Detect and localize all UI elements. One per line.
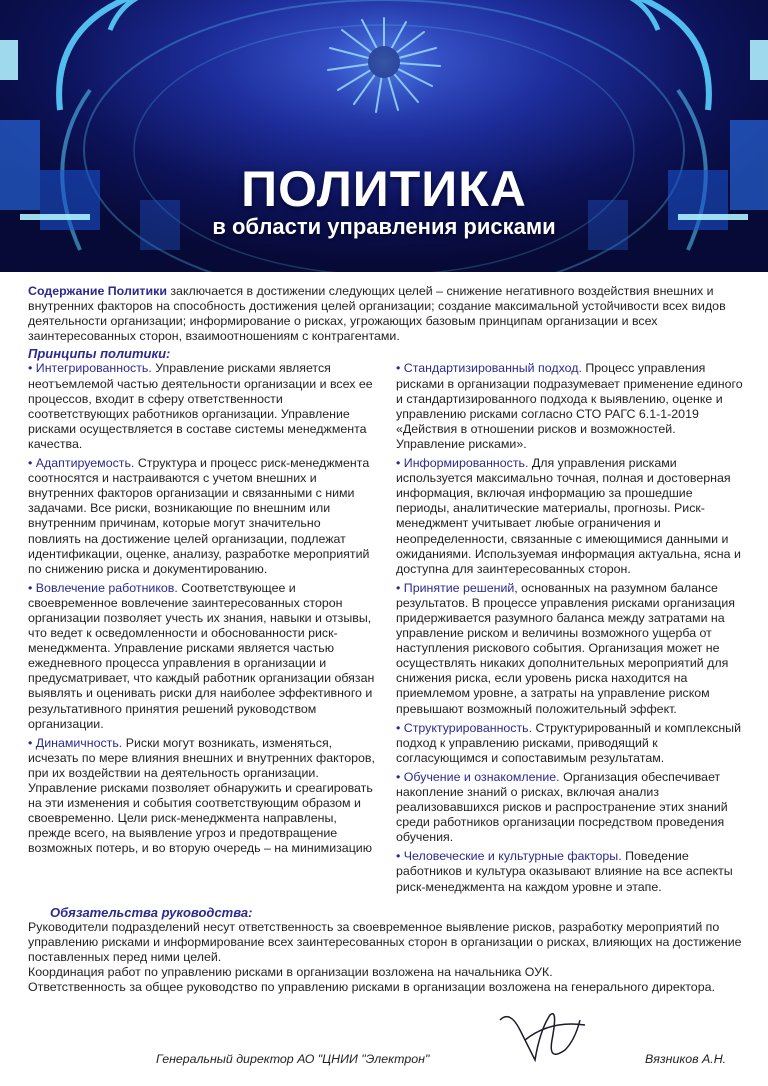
principle-item bbox=[396, 849, 744, 894]
page-subtitle: в области управления рисками bbox=[212, 214, 556, 239]
principles-columns bbox=[28, 361, 744, 898]
bullet-icon: • bbox=[396, 720, 401, 735]
principle-name: Структурированность. bbox=[403, 720, 533, 735]
principle-name: Динамичность. bbox=[35, 735, 123, 750]
principle-name: Стандартизированный подход. bbox=[403, 361, 582, 376]
bullet-icon: • bbox=[28, 456, 33, 471]
bullet-icon: • bbox=[28, 361, 33, 376]
obligation-paragraph: Ответственность за общее руководство по управлению рисками в организации возложена на генерального директора. bbox=[28, 980, 715, 995]
obligations-text bbox=[28, 920, 744, 995]
principles-heading: Принципы политики: bbox=[28, 346, 171, 362]
bullet-icon: • bbox=[396, 849, 401, 864]
obligation-paragraph: Руководители подразделений несут ответственность за своевременное выявление рисков, разработку мероприятий по управлению рисками и информирование всех заинтересованных сторон в организации о рисках, влияющих на достижение поставленных перед ними целей. bbox=[28, 919, 742, 964]
obligation-paragraph: Координация работ по управлению рисками в организации возложена на начальника ОУК. bbox=[28, 965, 553, 980]
principle-text: Риски могут возникать, изменяться, исчезать по мере влияния внешних и внутренних факторов, при их воздействии на деятельность организации. Управление рисками позволяет обнаружить и среагировать на эти изменения и события соответствующим образом и своевременно. Цели риск-менеджмента направлены, прежде всего, на выявление угроз и предотвращение возможных потерь, и во вторую очередь – на минимизацию bbox=[28, 735, 375, 856]
principle-name: Интегрированность. bbox=[35, 361, 152, 376]
principle-name: Адаптируемость. bbox=[35, 456, 135, 471]
principle-name: Человеческие и культурные факторы. bbox=[403, 849, 622, 864]
signatory-position: Генеральный директор АО "ЦНИИ "Электрон" bbox=[156, 1052, 430, 1066]
principle-text: Соответствующее и своевременное вовлечение заинтересованных сторон организации позволяет учесть их знания, навыки и отзывы, что ведет к осведомленности и обоснованности риск-менеджмента. Управление рисками является частью ежедневного процесса управления в организации и предусматривает, что каждый работник организации обязан выявлять и оценивать риски для наиболее эффективного и результативного принятия решений руководством организации. bbox=[28, 580, 375, 731]
principle-text: Поведение работников и культура оказывают влияние на все аспекты риск-менеджмента на каждом уровне и этапе. bbox=[396, 849, 733, 894]
principles-right-column bbox=[396, 361, 744, 898]
principle-text: Процесс управления рисками в организации подразумевает применение единого и стандартизированного подхода к выявлению, оценке и управлению рисками согласно СТО РАГС 6.1-1-2019 «Действия в отношении рисков и возможностей. Управление рисками». bbox=[396, 361, 743, 451]
principle-item bbox=[28, 581, 376, 732]
principle-item bbox=[28, 361, 376, 452]
principles-left-column bbox=[28, 361, 376, 898]
bullet-icon: • bbox=[28, 735, 33, 750]
principle-name: Информированность. bbox=[403, 456, 529, 471]
signature-footer bbox=[0, 1051, 768, 1081]
principle-item bbox=[28, 456, 376, 577]
header-banner bbox=[0, 0, 768, 272]
page-title: ПОЛИТИКА bbox=[241, 161, 527, 217]
principle-text: , основанных на разумном балансе результатов. В процессе управления рисками организация придерживается разумного баланса между затратами на управление риском и величины возможного ущерба от наступления рискового события. Организация может не осуществлять никаких дополнительных мероприятий для снижения риска, если уровень риска находится на приемлемом уровне, а затраты на управление риском превышают возможный положительный эффект. bbox=[396, 580, 735, 716]
bullet-icon: • bbox=[28, 580, 33, 595]
principle-name: Вовлечение работников. bbox=[35, 580, 178, 595]
principle-text: Структурированный и комплексный подход к управлению рисками, приводящий к согласующимся и сопоставимым результатам. bbox=[396, 720, 741, 765]
principle-text: Организация обеспечивает накопление знаний о рисках, включая анализ реализовавшихся рисков и распространение этих знаний среди работников организации посредством проведения обучения. bbox=[396, 769, 728, 845]
bullet-icon: • bbox=[396, 769, 401, 784]
intro-paragraph bbox=[28, 284, 744, 344]
principle-item bbox=[396, 456, 744, 577]
bullet-icon: • bbox=[396, 580, 401, 595]
principle-item bbox=[396, 721, 744, 766]
intro-text: заключается в достижении следующих целей – снижение негативного воздействия внешних и внутренних факторов на способность достижения целей организации; создание максимальной устойчивости всех видов деятельности организации; информирование о рисках, угрожающих базовым принципам организации и всех заинтересованных сторон, взаимоотношениям с контрагентами. bbox=[28, 284, 726, 344]
principle-text: Структура и процесс риск-менеджмента соотносятся и настраиваются с учетом внешних и внутренних факторов организации и связанными с ними задачами. Все риски, возникающие по внешним или внутренним причинам, которые могут значительно повлиять на достижение целей организации, подлежат идентификации, оценке, анализу, разработке мероприятий по снижению риска и документированию. bbox=[28, 456, 370, 576]
signatory-name: Вязников А.Н. bbox=[645, 1052, 727, 1066]
principle-name: Принятие решений bbox=[403, 580, 515, 595]
principle-item bbox=[28, 736, 376, 857]
bullet-icon: • bbox=[396, 361, 401, 376]
principle-text: Для управления рисками используется максимально точная, полная и достоверная информация, включая информацию за прошедшие периоды, аналитические материалы, прогнозы. Риск-менеджмент учитывает любые ограничения и неопределенности, связанные с имеющимися данными и ожиданиями. Используемая информация актуальна, ясна и доступна для заинтересованных сторон. bbox=[396, 456, 741, 576]
principle-name: Обучение и ознакомление. bbox=[403, 769, 560, 784]
intro-lead: Содержание Политики bbox=[28, 284, 167, 298]
bullet-icon: • bbox=[396, 456, 401, 471]
policy-body bbox=[28, 284, 744, 995]
principle-text: Управление рисками является неотъемлемой частью деятельности организации и всех ее процессов, входит в сферу ответственности соответствующих работников организации. Управление рисками осуществляется в составе системы менеджмента качества. bbox=[28, 361, 373, 451]
principle-item bbox=[396, 770, 744, 845]
obligations-heading: Обязательства руководства: bbox=[50, 904, 253, 920]
principle-item bbox=[396, 361, 744, 452]
principle-item bbox=[396, 581, 744, 717]
